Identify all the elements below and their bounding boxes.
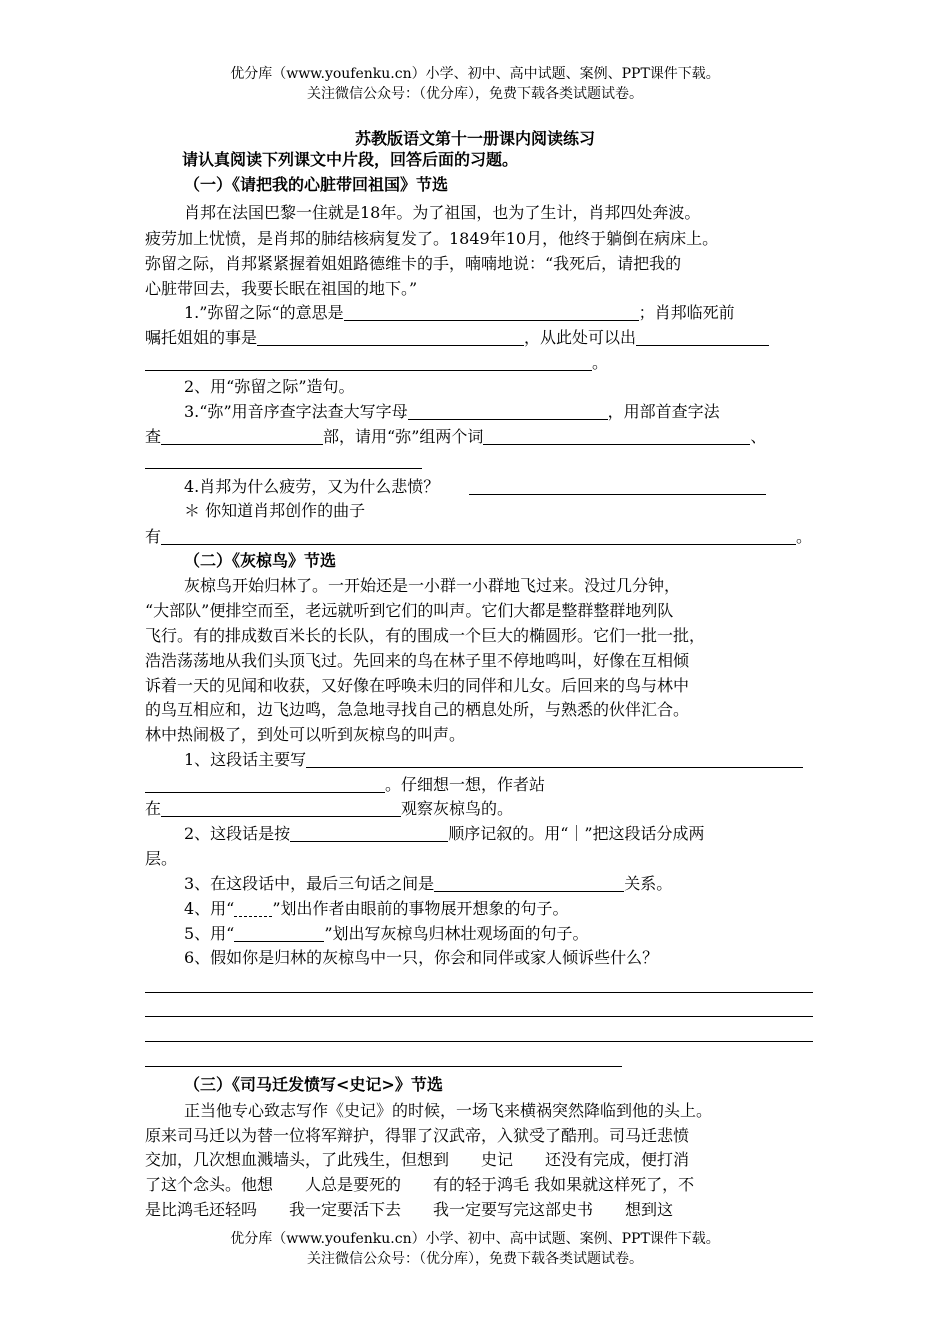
question-3: 3.“弥”用音序查字法查大写字母 ，用部首查字法	[184, 402, 720, 421]
answer-line[interactable]	[145, 1041, 813, 1042]
answer-blank[interactable]	[145, 776, 385, 793]
answer-blank[interactable]	[469, 478, 766, 495]
answer-blank[interactable]	[636, 329, 769, 346]
answer-line[interactable]	[145, 992, 813, 993]
instruction: 请认真阅读下列课文中片段，回答后面的习题。	[182, 150, 519, 169]
paragraph-line: 肖邦在法国巴黎一住就是18年。为了祖国，也为了生计，肖邦四处奔波。	[184, 203, 701, 222]
question-1-end: 在 观察灰椋鸟的。	[145, 799, 514, 818]
paragraph-line: 疲劳加上忧愤，是肖邦的肺结核病复发了。1849年10月，他终于躺倒在病床上。	[145, 229, 719, 248]
question-1-end: 。	[145, 351, 608, 375]
answer-blank[interactable]	[434, 875, 624, 892]
footer-line-2: 关注微信公众号：（优分库），免费下载各类试题试卷。	[307, 1251, 643, 1267]
section-2-heading: （二）《灰椋鸟》节选	[184, 551, 337, 570]
answer-blank[interactable]	[145, 468, 422, 469]
answer-blank[interactable]	[408, 403, 608, 420]
paragraph-line: 浩浩荡荡地从我们头顶飞过。先回来的鸟在林子里不停地鸣叫，好像在互相倾	[145, 651, 690, 670]
answer-blank[interactable]	[145, 354, 592, 371]
question-6: 6、假如你是归林的灰椋鸟中一只，你会和同伴或家人倾诉些什么？	[184, 948, 659, 967]
question-5-cont: 有 。	[145, 527, 813, 546]
paragraph-line: 交加，几次想血溅墙头，了此残生，但想到 史记 还没有完成，便打消	[145, 1150, 690, 1169]
answer-blank[interactable]	[257, 329, 524, 346]
straight-underline-sample	[234, 925, 324, 942]
footer-line-1: 优分库（www.youfenku.cn）小学、初中、高中试题、案例、PPT课件下载。	[230, 1231, 720, 1247]
question-4: 4.肖邦为什么疲劳，又为什么悲愤？	[184, 475, 766, 499]
paragraph-line: “大部队”便排空而至，老远就听到它们的叫声。它们大都是整群整群地列队	[145, 601, 674, 620]
answer-blank[interactable]	[306, 751, 803, 768]
paragraph-line: 了这个念头。他想 人总是要死的 有的轻于鸿毛 我如果就这样死了，不	[145, 1175, 695, 1194]
paragraph-line: 的鸟互相应和，边飞边鸣，急急地寻找自己的栖息处所，与熟悉的伙伴汇合。	[145, 700, 690, 719]
paragraph-line: 诉着一天的见闻和收获，又好像在呼唤未归的同伴和儿女。后回来的鸟与林中	[145, 676, 690, 695]
question-1-cont: 嘱托姐姐的事是 ，从此处可以出	[145, 326, 769, 350]
question-1: 1、这段话主要写	[184, 748, 803, 772]
document-title: 苏教版语文第十一册课内阅读练习	[354, 129, 595, 148]
answer-blank[interactable]	[483, 428, 750, 445]
question-3-cont: 查 部，请用“弥”组两个词 、	[145, 427, 767, 446]
paragraph-line: 弥留之际，肖邦紧紧握着姐姐路德维卡的手，喃喃地说：“我死后，请把我的	[145, 254, 682, 273]
paragraph-line: 心脏带回去，我要长眠在祖国的地下。”	[145, 279, 418, 298]
paragraph-line: 正当他专心致志写作《史记》的时候，一场飞来横祸突然降临到他的头上。	[184, 1101, 713, 1120]
question-2-cont: 层。	[145, 849, 178, 868]
question-5: ＊ 你知道肖邦创作的曲子	[184, 501, 366, 520]
question-3: 3、在这段话中，最后三句话之间是 关系。	[184, 874, 673, 893]
answer-line[interactable]	[145, 1016, 813, 1017]
question-2: 2、这段话是按 顺序记叙的。用“｜”把这段话分成两	[184, 824, 705, 843]
question-2: 2、用“弥留之际”造句。	[184, 377, 355, 396]
answer-blank[interactable]	[161, 428, 323, 445]
paragraph-line: 灰椋鸟开始归林了。一开始还是一小群一小群地飞过来。没过几分钟，	[184, 576, 681, 595]
answer-blank[interactable]	[344, 304, 639, 321]
paragraph-line: 原来司马迁以为替一位将军辩护，得罪了汉武帝，入狱受了酷刑。司马迁悲愤	[145, 1126, 690, 1145]
question-5: 5、用“ ”划出写灰椋鸟归林壮观场面的句子。	[184, 924, 589, 943]
answer-blank[interactable]	[161, 528, 796, 545]
answer-blank[interactable]	[290, 825, 448, 842]
paragraph-line: 林中热闹极了，到处可以听到灰椋鸟的叫声。	[145, 725, 466, 744]
question-1: 1.”弥留之际“的意思是 ；肖邦临死前	[184, 303, 735, 322]
answer-line[interactable]	[145, 1066, 622, 1067]
section-1-heading: （一）《请把我的心脏带回祖国》节选	[184, 175, 449, 194]
header-line-2: 关注微信公众号：（优分库），免费下载各类试题试卷。	[307, 86, 643, 102]
question-4: 4、用“ ”划出作者由眼前的事物展开想象的句子。	[184, 899, 569, 918]
header-line-1: 优分库（www.youfenku.cn）小学、初中、高中试题、案例、PPT课件下载。	[230, 66, 720, 82]
paragraph-line: 飞行。有的排成数百米长的长队，有的围成一个巨大的椭圆形。它们一批一批，	[145, 626, 706, 645]
paragraph-line: 是比鸿毛还轻吗 我一定要活下去 我一定要写完这部史书 想到这	[145, 1200, 674, 1219]
answer-blank[interactable]	[161, 800, 401, 817]
section-3-heading: （三）《司马迁发愤写<史记>》节选	[184, 1075, 443, 1094]
wavy-underline-sample	[234, 906, 272, 917]
question-1-cont: 。仔细想一想，作者站	[145, 773, 545, 797]
